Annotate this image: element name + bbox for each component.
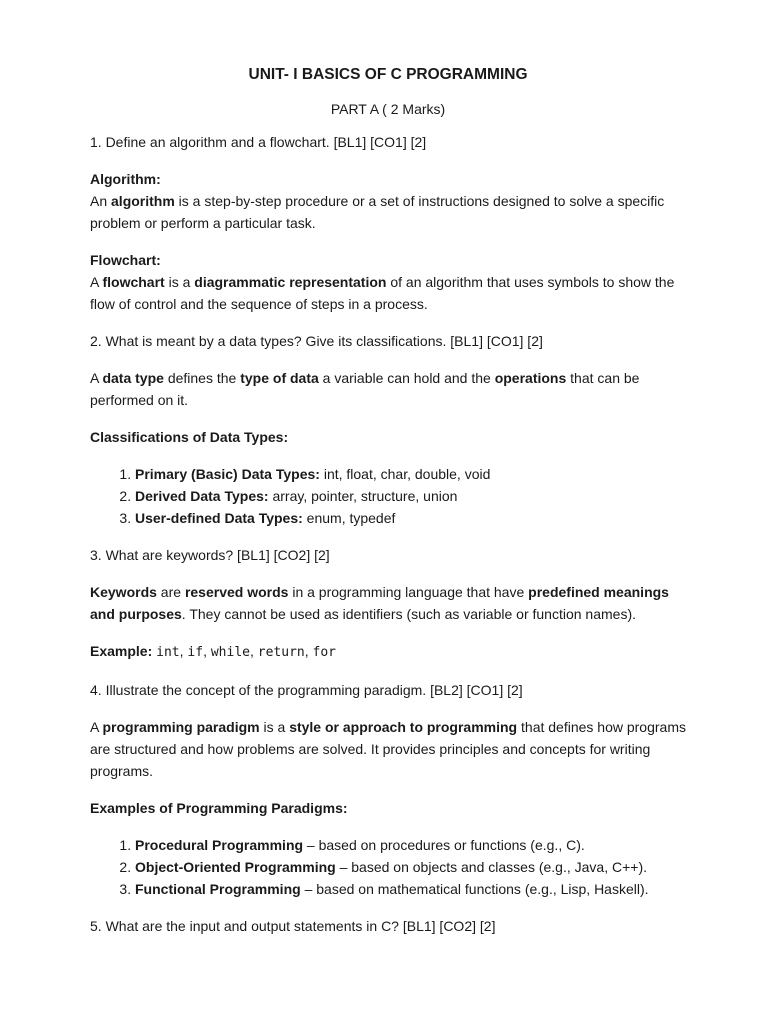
list-item: [135, 856, 686, 878]
keywords-definition: [90, 581, 686, 625]
flowchart-definition: [90, 271, 686, 315]
paradigm-examples-heading: [90, 797, 686, 819]
term-reserved-words: reserved words: [184, 584, 289, 600]
part-heading: PART A ( 2 Marks): [330, 101, 446, 117]
list-item-text: enum, typedef: [302, 510, 396, 526]
list-item-label: Object-Oriented Programming: [135, 859, 336, 875]
text-run: is a: [164, 274, 195, 290]
text-run: . They cannot be used as identifiers (such as variable or function names).: [181, 606, 637, 622]
list-item-label: Procedural Programming: [135, 837, 304, 853]
text-run: of an algorithm that uses symbols to show the flow of control and the sequence of steps in a process.: [90, 274, 675, 312]
data-type-list: [90, 463, 686, 529]
paradigm-definition: [90, 716, 686, 782]
term-flowchart: flowchart: [102, 274, 165, 290]
text-run: A: [90, 274, 103, 290]
question-2: 2. What is meant by a data types? Give its classifications. [BL1] [CO1] [2]: [90, 333, 543, 349]
text-run: that can be performed on it.: [90, 370, 640, 408]
question-5: 5. What are the input and output statements in C? [BL1] [CO2] [2]: [90, 918, 496, 934]
list-item-label: Primary (Basic) Data Types:: [135, 466, 320, 482]
example-keyword: if: [187, 645, 204, 660]
list-item-text: – based on procedures or functions (e.g., C).: [303, 837, 585, 853]
list-item-label: Derived Data Types:: [135, 488, 269, 504]
list-item: [135, 878, 686, 900]
list-item-text: – based on mathematical functions (e.g., Lisp, Haskell).: [300, 881, 649, 897]
term-type-of-data: type of data: [240, 370, 319, 386]
example-label: Example:: [90, 643, 153, 659]
keywords-example: Example: int, if, while, return, for: [90, 643, 336, 660]
example-keyword: while: [210, 645, 250, 660]
term-algorithm: algorithm: [111, 193, 175, 209]
data-type-definition: [90, 367, 686, 411]
flowchart-heading: Flowchart:: [90, 252, 161, 268]
text-run: defines the: [163, 370, 241, 386]
text-run: are: [156, 584, 185, 600]
question-4: 4. Illustrate the concept of the programming paradigm. [BL2] [CO1] [2]: [90, 682, 523, 698]
term-operations: operations: [494, 370, 567, 386]
algorithm-heading: Algorithm:: [90, 171, 161, 187]
term-data-type: data type: [102, 370, 164, 386]
list-item-label: Functional Programming: [135, 881, 301, 897]
term-programming-paradigm: programming paradigm: [102, 719, 260, 735]
list-item-text: array, pointer, structure, union: [268, 488, 458, 504]
page-title: UNIT- I BASICS OF C PROGRAMMING: [248, 66, 528, 83]
text-run: A: [90, 719, 103, 735]
text-run: An: [90, 193, 112, 209]
paradigm-list: [90, 834, 686, 900]
text-run: is a step-by-step procedure or a set of instructions designed to solve a specific problem or perform a particular task.: [90, 193, 665, 231]
list-item-text: int, float, char, double, void: [319, 466, 491, 482]
term-diagrammatic-representation: diagrammatic representation: [194, 274, 387, 290]
document-content: [90, 64, 686, 952]
term-style-or-approach: style or approach to programming: [289, 719, 518, 735]
classifications-heading: [90, 426, 686, 448]
list-item: [135, 834, 686, 856]
example-keyword: return: [257, 645, 305, 660]
text-run: that defines how programs are structured and how problems are solved. It provides principles and concepts for writing programs.: [90, 719, 686, 779]
list-item: [135, 463, 686, 485]
list-item-text: – based on objects and classes (e.g., Java, C++).: [335, 859, 647, 875]
example-keyword: int: [156, 645, 180, 660]
classifications-heading-text: Classifications of Data Types:: [90, 429, 289, 445]
term-keywords: Keywords: [90, 584, 157, 600]
text-run: A: [90, 370, 103, 386]
text-run: in a programming language that have: [288, 584, 529, 600]
list-item-label: User-defined Data Types:: [135, 510, 303, 526]
term-predefined-meanings: predefined meanings and purposes: [90, 584, 669, 622]
list-item: [135, 485, 686, 507]
question-3: 3. What are keywords? [BL1] [CO2] [2]: [90, 547, 330, 563]
algorithm-definition: [90, 190, 686, 234]
example-keyword: for: [312, 645, 336, 660]
paradigm-examples-heading-text: Examples of Programming Paradigms:: [90, 800, 348, 816]
text-run: a variable can hold and the: [318, 370, 495, 386]
list-item: [135, 507, 686, 529]
text-run: is a: [259, 719, 290, 735]
question-1: 1. Define an algorithm and a flowchart. [BL1] [CO1] [2]: [90, 134, 427, 150]
